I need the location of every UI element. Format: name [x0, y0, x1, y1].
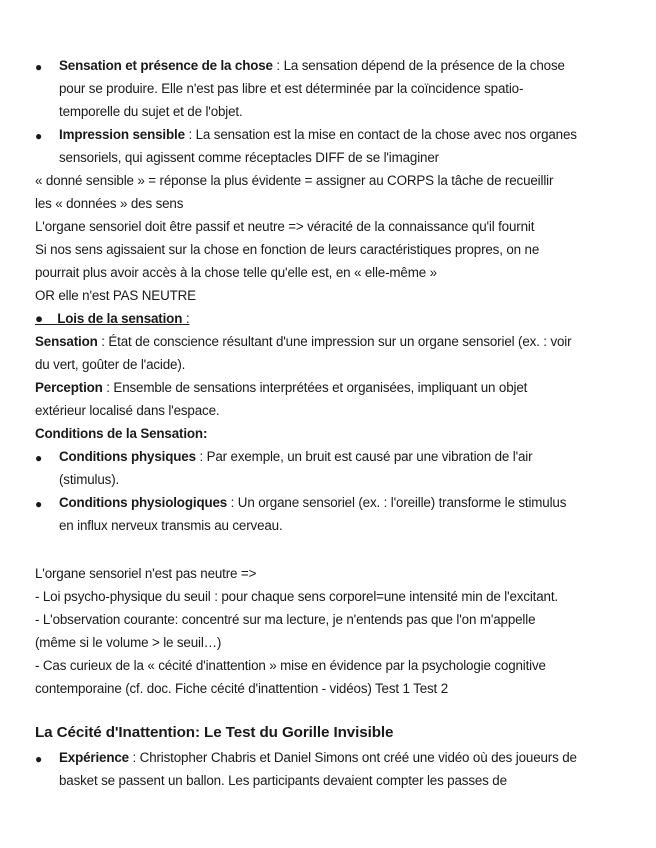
- paragraph-2-line-4: (même si le volume > le seuil…): [35, 635, 222, 650]
- bullet-icon: ●: [35, 129, 43, 143]
- conditions-title-text: Conditions de la Sensation:: [35, 426, 208, 441]
- conditions-physiologiques-line-1: [59, 495, 566, 511]
- paragraph-1-line-5: pourrait plus avoir accès à la chose telle qu'elle est, en « elle-même »: [35, 265, 437, 280]
- paragraph-1-line-6: OR elle n'est PAS NEUTRE: [35, 288, 196, 303]
- experience-text: : Christopher Chabris et Daniel Simons ont créé une vidéo où des joueurs de: [128, 750, 577, 765]
- def-sensation-term: Sensation: [35, 334, 98, 349]
- sensation-presence-text: : La sensation dépend de la présence de la chose: [272, 58, 565, 73]
- conditions-physiques-text: : Par exemple, un bruit est causé par une vibration de l'air: [195, 449, 533, 464]
- sensation-presence-term: Sensation et présence de la chose: [59, 58, 273, 73]
- impression-line-2: sensoriels, qui agissent comme réceptacles DIFF de se l'imaginer: [59, 150, 439, 165]
- lois-label: [35, 311, 182, 326]
- paragraph-2-line-1: L'organe sensoriel n'est pas neutre =>: [35, 566, 257, 581]
- experience-line-1: [59, 750, 577, 766]
- sensation-presence-line-3: temporelle du sujet et de l'objet.: [59, 104, 243, 119]
- paragraph-2-line-3: - L'observation courante: concentré sur ma lecture, je n'entends pas que l'on m'appelle: [35, 612, 536, 627]
- paragraph-1-line-1: « donné sensible » = réponse la plus évidente = assigner au CORPS la tâche de recueillir: [35, 173, 554, 188]
- sensation-presence-line-1: [59, 58, 565, 74]
- conditions-title: [35, 426, 207, 442]
- def-perception-text: : Ensemble de sensations interprétées et organisées, impliquant un objet: [102, 380, 528, 395]
- bullet-icon: ●: [35, 752, 43, 766]
- section-heading: La Cécité d'Inattention: Le Test du Gorille Invisible: [35, 724, 394, 741]
- lois-heading: [35, 311, 189, 327]
- bullet-icon: ●: [35, 60, 43, 74]
- def-perception-line-2: extérieur localisé dans l'espace.: [35, 403, 220, 418]
- paragraph-1-line-4: Si nos sens agissaient sur la chose en fonction de leurs caractéristiques propres, on ne: [35, 242, 540, 257]
- conditions-physiques-line-1: [59, 449, 532, 465]
- lois-colon: :: [182, 311, 190, 326]
- def-perception-line-1: [35, 380, 527, 396]
- conditions-physiologiques-line-2: en influx nerveux transmis au cerveau.: [59, 518, 283, 533]
- paragraph-2-line-2: - Loi psycho-physique du seuil : pour chaque sens corporel=une intensité min de l'excitant.: [35, 589, 558, 604]
- paragraph-2-line-6: contemporaine (cf. doc. Fiche cécité d'inattention - vidéos) Test 1 Test 2: [35, 681, 448, 696]
- def-sensation-line-2: du vert, goûter de l'acide).: [35, 357, 186, 372]
- conditions-physiologiques-text: : Un organe sensoriel (ex. : l'oreille) transforme le stimulus: [227, 495, 567, 510]
- def-sensation-text: : État de conscience résultant d'une impression sur un organe sensoriel (ex. : voir: [97, 334, 572, 349]
- bullet-icon: ●: [35, 311, 43, 326]
- impression-text: : La sensation est la mise en contact de la chose avec nos organes: [184, 127, 577, 142]
- bullet-icon: ●: [35, 497, 43, 511]
- def-sensation-line-1: [35, 334, 571, 350]
- impression-term: Impression sensible: [59, 127, 185, 142]
- paragraph-1-line-2: les « données » des sens: [35, 196, 184, 211]
- paragraph-2-line-5: - Cas curieux de la « cécité d'inattention » mise en évidence par la psychologie cognitive: [35, 658, 546, 673]
- conditions-physiques-term: Conditions physiques: [59, 449, 196, 464]
- conditions-physiques-line-2: (stimulus).: [59, 472, 120, 487]
- experience-term: Expérience: [59, 750, 129, 765]
- experience-line-2: basket se passent un ballon. Les participants devaient compter les passes de: [59, 773, 507, 788]
- sensation-presence-line-2: pour se produire. Elle n'est pas libre et est déterminée par la coïncidence spatio-: [59, 81, 524, 96]
- def-perception-term: Perception: [35, 380, 103, 395]
- conditions-physiologiques-term: Conditions physiologiques: [59, 495, 228, 510]
- impression-line-1: [59, 127, 577, 143]
- bullet-icon: ●: [35, 451, 43, 465]
- lois-text: Lois de la sensation: [57, 311, 183, 326]
- paragraph-1-line-3: L'organe sensoriel doit être passif et neutre => véracité de la connaissance qu'il fournit: [35, 219, 535, 234]
